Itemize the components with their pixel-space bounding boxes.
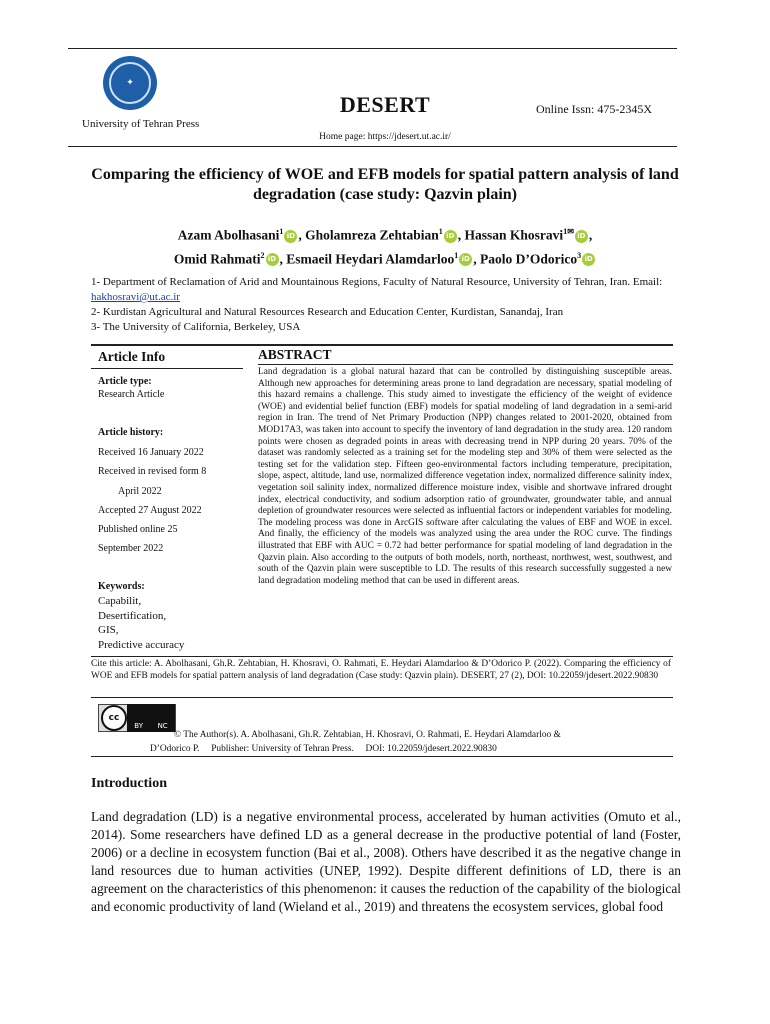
- copyright-line-1: © The Author(s). A. Abolhasani, Gh.R. Zehtabian, H. Khosravi, O. Rahmati, E. Heydari Alamdarloo &: [174, 730, 561, 740]
- keywords-list: [98, 594, 184, 652]
- issn: Online Issn: 475-2345X: [536, 102, 652, 116]
- copyright-line-2: D’Odorico P. Publisher: University of Tehran Press. DOI: 10.22059/jdesert.2022.90830: [150, 744, 497, 754]
- author-name: Omid Rahmati: [173, 251, 261, 266]
- orcid-icon[interactable]: iD: [444, 230, 457, 243]
- article-type-value: Research Article: [98, 389, 165, 400]
- orcid-icon[interactable]: iD: [284, 230, 297, 243]
- keyword: Predictive accuracy: [98, 638, 185, 651]
- history-published-2: September 2022: [98, 543, 164, 554]
- abstract-text: Land degradation is a global natural hazard that can be controlled by distinguishing susceptible areas. Although new approaches for determining areas prone to land degradation are necessary, spatial modeling of this hazard remains a challenge. This study aimed to investigate the efficiency of the weight of evidence (WOE) and evidential belief function (EBF) models for spatial modeling of land degradation in a semi-arid region in Iran. The trend of Net Primary Production (NPP) changes related to 2001-2020, obtained from MOD17A3, was taken into account to specify the inventory of land degradation in the study area. 120 random points were chosen as degraded points in areas with decreasing trend in NPP during 20 years. 70% of the dataset was randomly selected as a training set for the modeling step and 30% of them were selected as the testing set for the validation step. Fifteen geo-environmental factors including temperature, precipitation, slope, aspect, altitude, land use, normalized difference vegetation index, normalized difference salinity index, vegetation soil salinity index, normalized difference moisture index, visible and shortwave infrared drought index, electrical conductivity, and sodium adsorption ratio of groundwater, groundwater table, and annual depletion of groundwater resources were selected as influential factors or independent variables for modeling. The modeling process was done in ArcGIS software after calculating the values of EBF and WOE in excel. And finally, the efficiency of the models was analyzed using the area under the ROC curve. The findings illustrated that EBF with AUC = 0.72 had better performance for spatial modeling of land degradation in the Qazvin plain. Also according to the outputs of both models, north, northeast, northwest, west, southwest, and south of the Qazvin plain were susceptible to LD. The results of this research successfully suggested a new land degradation modeling method that can be used in different areas.: [258, 367, 672, 586]
- citation-text: Cite this article: A. Abolhasani, Gh.R. Zehtabian, H. Khosravi, O. Rahmati, E. Heydari Alamdarloo & D’Odorico P. (2022). Comparing the efficiency of WOE and EFB models for spatial pattern analysis of land degradation (Case study: Qazvin plain). DESERT, 27 (2), DOI: 10.22059/jdesert.2022.90830: [91, 659, 671, 681]
- publisher: University of Tehran Press: [82, 118, 200, 130]
- seal-inner: ✦: [109, 62, 151, 104]
- author-name: Paolo D’Odorico: [480, 251, 578, 266]
- article-type-label: Article type:: [98, 376, 152, 387]
- introduction-text: Land degradation (LD) is a negative environmental process, accelerated by human activities (Omuto et al., 2014). Some researchers have defined LD as a general decrease in the productive potential of land (Foster, 2006) or a decline in ecosystem function (Bai et al., 2008). Others have described it as the negative change in land resources due to human activities (UNEP, 1992). Despite different definitions of LD, there is an agreement on the characteristics of this phenomenon: it causes the reduction of the capability of the biological and economic productivity of land (Wieland et al., 2019) and threatens the ecosystem services, global food: [91, 809, 681, 914]
- author-list: Azam Abolhasani$^1$ iD , Gholamreza Zehtabian$^1$ iD , Hassan Khosravi$^{1✉}$ iD , Omid Rahmati$^2$ iD , Esmaeil Heydari Alamdarloo$^1$ iD , Paolo D’Odorico$^3$ iD: [90, 222, 680, 269]
- header-rule: [68, 146, 677, 147]
- author-name: Hassan Khosravi: [464, 227, 564, 243]
- history-revised-2: April 2022: [118, 486, 162, 497]
- orcid-icon[interactable]: iD: [575, 230, 588, 243]
- affiliation-3: 3- The University of California, Berkeley, USA: [91, 321, 301, 333]
- history-accepted: Accepted 27 August 2022: [98, 505, 202, 516]
- keywords-label: Keywords:: [98, 581, 145, 592]
- cite-top-rule: [91, 656, 673, 657]
- license-bottom-rule: [91, 756, 673, 757]
- author-sup: 3: [577, 250, 582, 260]
- top-rule: [68, 48, 677, 49]
- email-link[interactable]: hakhosravi@ut.ac.ir: [91, 291, 180, 303]
- author-sup: 1: [438, 227, 443, 236]
- author-sup: 1: [279, 227, 284, 236]
- affiliations: [91, 275, 681, 335]
- introduction-heading: Introduction: [91, 776, 167, 791]
- author-sup: 1: [454, 250, 459, 260]
- keyword: Capabilit,: [98, 595, 142, 607]
- copyright: [150, 728, 680, 756]
- cc-by-label: BY: [134, 722, 143, 730]
- keywords-label-text: Keywords: [98, 581, 142, 592]
- info-top-rule: [91, 344, 673, 346]
- abstract-rule: [258, 364, 673, 365]
- affiliation-1: [91, 275, 681, 305]
- history-revised-1: Received in revised form 8: [98, 466, 207, 477]
- orcid-icon[interactable]: iD: [582, 253, 595, 266]
- author-name: Esmaeil Heydari Alamdarloo: [286, 251, 455, 266]
- history-received: Received 16 January 2022: [98, 447, 204, 458]
- journal-title: DESERT: [339, 92, 431, 117]
- author-name: Gholamreza Zehtabian: [305, 227, 439, 243]
- article-history-label: Article history:: [98, 427, 164, 438]
- author-sup: 1✉: [563, 227, 574, 236]
- history-published-1: Published online 25: [98, 524, 178, 535]
- article-info-heading: Article Info: [98, 349, 166, 364]
- orcid-icon[interactable]: iD: [459, 253, 472, 266]
- affiliation-2: 2- Kurdistan Agricultural and Natural Resources Research and Education Center, Kurdistan, Sanandaj, Iran: [91, 306, 564, 318]
- author-name: Azam Abolhasani: [177, 227, 280, 243]
- article-title: Comparing the efficiency of WOE and EFB models for spatial pattern analysis of land degradation (case study: Qazvin plain): [91, 166, 679, 203]
- cite-bottom-rule: [91, 697, 673, 698]
- author-sup: 2: [260, 250, 265, 260]
- cc-icon: cc: [101, 705, 127, 731]
- keyword: GIS,: [98, 624, 119, 636]
- keyword: Desertification,: [98, 609, 167, 622]
- info-left-rule: [91, 368, 243, 369]
- home-page: Home page: https://jdesert.ut.ac.ir/: [319, 132, 451, 142]
- orcid-icon[interactable]: iD: [266, 253, 279, 266]
- abstract-heading: ABSTRACT: [258, 347, 332, 362]
- cc-nc-label: NC: [157, 722, 168, 730]
- affiliation-1-text: 1- Department of Reclamation of Arid and Mountainous Regions, Faculty of Natural Resource, University of Tehran, Iran. Email:: [91, 276, 663, 288]
